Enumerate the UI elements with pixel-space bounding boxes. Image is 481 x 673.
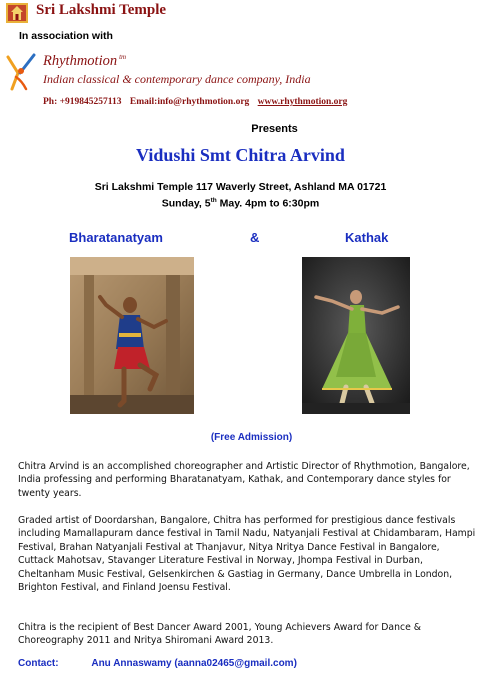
free-admission-text: (Free Admission) (210, 432, 293, 443)
event-date-sup: th (210, 197, 217, 204)
presents-text: Presents (251, 123, 298, 135)
rhythmotion-tagline: Indian classical & contemporary dance company, India (43, 72, 311, 86)
performer-title: Vidushi Smt Chitra Arvind (136, 145, 345, 165)
presents-heading (0, 123, 481, 135)
contact-row (18, 658, 297, 669)
bio-paragraph-1: Chitra Arvind is an accomplished choreographer and Artistic Director of Rhythmotion, Bangalore, India professing and performing Bharatanatyam, Kathak, and Contemporary dance styles for twenty years. (18, 461, 470, 499)
free-admission-note (0, 432, 481, 443)
venue-address: Sri Lakshmi Temple 117 Waverly Street, Ashland MA 01721 (94, 181, 387, 193)
bharatanatyam-photo (70, 257, 194, 414)
event-date-suffix: May. 4pm to 6:30pm (216, 197, 320, 210)
venue-block (0, 180, 481, 211)
website-link[interactable]: www.rhythmotion.org (257, 97, 348, 107)
style-bharatanatyam: Bharatanatyam (69, 230, 163, 245)
email-address[interactable]: Email:info@rhythmotion.org (129, 97, 250, 107)
contact-label: Contact: (18, 658, 59, 669)
contact-value[interactable]: Anu Annaswamy (aanna02465@gmail.com) (91, 658, 297, 669)
bio-paragraph-3: Chitra is the recipient of Best Dancer Award 2001, Young Achievers Award for Dance & Choreography 2011 and Nritya Shiromani Award 2013. (18, 622, 422, 647)
association-text: In association with (19, 30, 113, 42)
trademark-mark: tm (119, 53, 127, 62)
event-date (0, 194, 481, 211)
rhythmotion-name (43, 53, 126, 70)
temple-name: Sri Lakshmi Temple (36, 2, 167, 18)
event-date-prefix: Sunday, 5 (161, 197, 211, 210)
rhythmotion-name-text: Rhythmotion (43, 53, 118, 69)
temple-logo (6, 3, 28, 23)
kathak-photo (302, 257, 410, 414)
style-kathak: Kathak (345, 230, 389, 245)
rhythmotion-logo (4, 51, 38, 91)
phone-number: Ph: +919845257113 (43, 97, 122, 107)
rhythmotion-contact-line (43, 97, 347, 107)
style-ampersand: & (250, 230, 260, 245)
bio-paragraph-2: Graded artist of Doordarshan, Bangalore, Chitra has performed for prestigious dance festivals including Mamallapuram dance festival in Tamil Nadu, Natyanjali Festival at Chidambaram, Hampi Festival, Brahan Natyanjali Festival at Thanjavur, Nitya Nritya Dance Festival in Bangalore, Cuttack Mahotsav, Stavanger Literature Festival in Norway, Jhompa Festival in Durban, Cheltanham Music Festival, Gelsenkirchen & Gastiag in Germany, Dance Umbrella in London, Brighton Festival, and Finland Joensu Festival. (18, 515, 476, 594)
